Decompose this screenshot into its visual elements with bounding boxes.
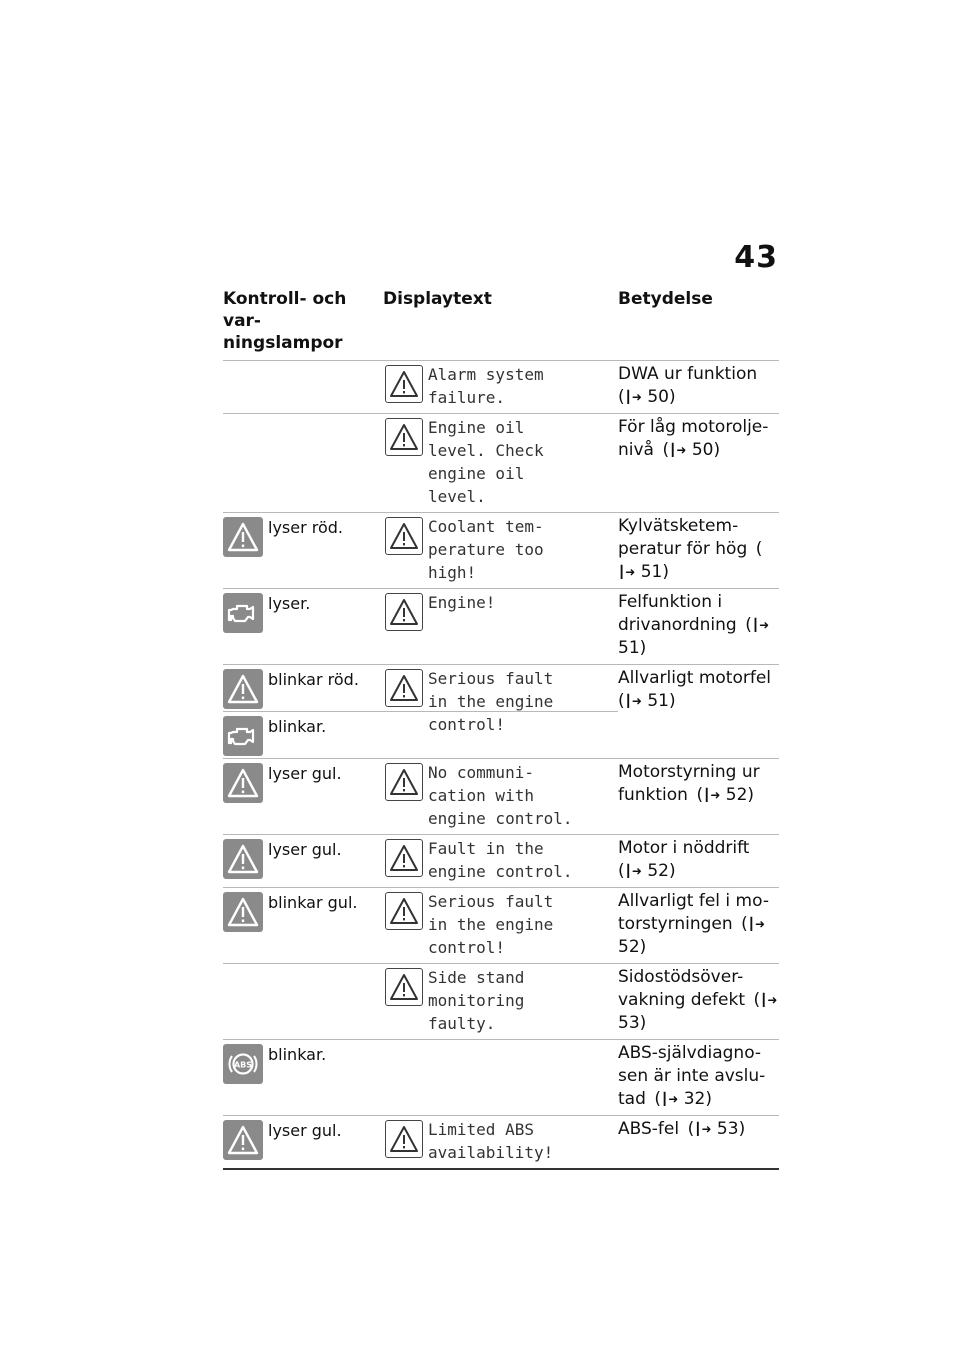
table-row [223,964,779,1040]
page-reference: (┃➜ 50) [653,440,721,460]
meaning-text: För låg motorolje- nivå [618,417,769,460]
page-reference-number: 53 [618,1013,640,1033]
display-text: Alarm system failure. [428,365,544,407]
meaning-cell [618,1040,779,1115]
display-cell [383,964,618,1039]
page-reference: (┃➜ 51) [618,691,676,711]
display-text: No communi- cation with engine control. [428,763,573,828]
warning-triangle-icon [223,517,263,557]
warning-triangle-icon [223,669,263,709]
meaning-cell [618,513,779,588]
display-text: Side stand monitoring faulty. [428,968,525,1033]
meaning-text: Motorstyrning ur funktion [618,762,760,805]
lamp-status-text: blinkar. [268,1045,327,1064]
arrow-right-icon: ┃➜ [703,788,721,802]
page-reference: (┃➜ 53) [679,1119,746,1139]
display-cell [383,888,618,963]
table-row [223,513,779,589]
meaning-cell [618,759,779,834]
meaning-text: ABS-självdiagno- sen är inte avslu- tad [618,1043,766,1109]
table-row [223,835,779,888]
page-number: 43 [734,240,778,275]
lamp-status-text: blinkar röd. [268,670,359,689]
abs-icon [223,1044,263,1084]
table-row [223,888,779,964]
page-reference: (┃➜ 53) [618,990,778,1033]
page-reference-number: 50 [647,387,669,407]
display-cell [383,665,618,758]
lamp-cell [223,1040,383,1115]
meaning-text: Sidostödsöver- vakning defekt [618,967,745,1010]
meaning-text: Motor i nöddrift [618,838,750,858]
lamp-cell [223,361,383,413]
lamp-status-text: lyser gul. [268,840,342,859]
page-reference: (┃➜ 52) [618,914,766,957]
warning-triangle-icon [223,1120,263,1160]
table-row [223,1116,779,1170]
display-text: Coolant tem- perature too high! [428,517,544,582]
table-row [223,361,779,414]
display-cell [383,759,618,834]
arrow-right-icon: ┃➜ [669,443,687,457]
page-reference: (┃➜ 32) [645,1089,712,1109]
warning-triangle-icon [385,517,423,555]
table-body [223,361,779,1170]
lamp-cell [223,589,383,664]
display-text: Serious fault in the engine control! [428,669,554,734]
lamp-cell [223,964,383,1039]
warning-triangle-icon [385,968,423,1006]
meaning-cell [618,414,779,512]
engine-icon [223,716,263,756]
meaning-text: Kylvätsketem- peratur för hög [618,516,748,559]
lamp-cell [223,665,383,758]
lamp-entry [223,589,383,635]
warning-triangle-icon [385,593,423,631]
svg-text:ABS: ABS [233,1060,253,1070]
display-text: Limited ABS availability! [428,1120,554,1162]
meaning-cell [618,835,779,887]
lamp-status-text: lyser röd. [268,518,344,537]
lamp-status-text: blinkar gul. [268,893,358,912]
page-reference: (┃➜ 52) [687,785,755,805]
display-cell [383,513,618,588]
lamp-entry [223,1116,383,1162]
table-row [223,414,779,513]
meaning-cell [618,1116,779,1168]
warning-triangle-icon [385,839,423,877]
display-cell [383,589,618,664]
display-text: Fault in the engine control. [428,839,573,881]
arrow-right-icon: ┃➜ [624,864,642,878]
warning-triangle-icon [223,892,263,932]
warning-triangle-icon [385,1120,423,1158]
display-cell [383,835,618,887]
meaning-text: Felfunktion i drivanordning [618,592,737,635]
lamp-status-text: lyser gul. [268,764,342,783]
page-reference-number: 51 [618,638,640,658]
display-cell [383,1116,618,1168]
lamp-cell [223,835,383,887]
meaning-text: Allvarligt motorfel [618,668,772,688]
arrow-right-icon: ┃➜ [694,1122,712,1136]
warning-triangle-icon [385,763,423,801]
arrow-right-icon: ┃➜ [624,694,642,708]
lamp-cell [223,513,383,588]
page-reference-number: 52 [618,937,640,957]
warning-triangle-icon [385,365,423,403]
page-reference-number: 51 [640,562,663,582]
meaning-text: ABS-fel [618,1119,680,1139]
lamp-entry [223,759,383,805]
meaning-cell [618,665,779,758]
lamp-status-text: lyser gul. [268,1121,342,1140]
table-row [223,589,779,665]
arrow-right-icon: ┃➜ [760,993,778,1007]
page-reference: (┃➜ 52) [618,861,676,881]
meaning-cell [618,964,779,1039]
display-cell [383,1040,618,1115]
arrow-right-icon: ┃➜ [751,618,770,632]
page-reference-number: 53 [716,1119,739,1139]
header-lamps: Kontroll- och var- ningslampor [223,289,347,353]
lamp-cell [223,888,383,963]
warning-lights-table [223,288,779,1170]
table-row [223,665,779,759]
arrow-right-icon: ┃➜ [747,917,766,931]
header-display-text: Displaytext [383,289,492,309]
display-text: Engine oil level. Check engine oil level. [428,418,544,506]
lamp-entry [223,513,383,559]
lamp-entry [223,665,383,711]
page-reference: (┃➜ 50) [618,387,676,407]
meaning-cell [618,361,779,413]
display-text: Serious fault in the engine control! [428,892,554,957]
lamp-cell [223,414,383,512]
lamp-entry [223,888,383,934]
arrow-right-icon: ┃➜ [618,565,636,579]
warning-triangle-icon [385,418,423,456]
meaning-text: DWA ur funktion [618,364,758,384]
lamp-cell [223,759,383,834]
table-row [223,759,779,835]
lamp-entry [223,1040,383,1086]
lamp-status-text: blinkar. [268,717,327,736]
page-reference-number: 52 [725,785,748,805]
header-meaning: Betydelse [618,289,713,309]
meaning-cell [618,589,779,664]
page-reference: (┃➜ 51) [618,615,770,658]
table-row [223,1040,779,1116]
meaning-text: Allvarligt fel i mo- torstyrningen [618,891,769,934]
table-header [223,288,779,361]
display-cell [383,361,618,413]
arrow-right-icon: ┃➜ [661,1092,679,1106]
page-reference-number: 52 [647,861,669,881]
engine-icon [223,593,263,633]
display-cell [383,414,618,512]
meaning-cell [618,888,779,963]
lamp-cell [223,1116,383,1168]
lamp-entry [223,835,383,881]
warning-triangle-icon [223,839,263,879]
arrow-right-icon: ┃➜ [624,390,642,404]
page-reference: (┃➜ 51) [618,539,763,582]
page-reference-number: 32 [683,1089,706,1109]
page-reference-number: 51 [647,691,669,711]
warning-triangle-icon [385,892,423,930]
warning-triangle-icon [223,763,263,803]
display-text: Engine! [428,593,496,612]
lamp-status-text: lyser. [268,594,311,613]
page-reference-number: 50 [691,440,714,460]
warning-triangle-icon [385,669,423,707]
